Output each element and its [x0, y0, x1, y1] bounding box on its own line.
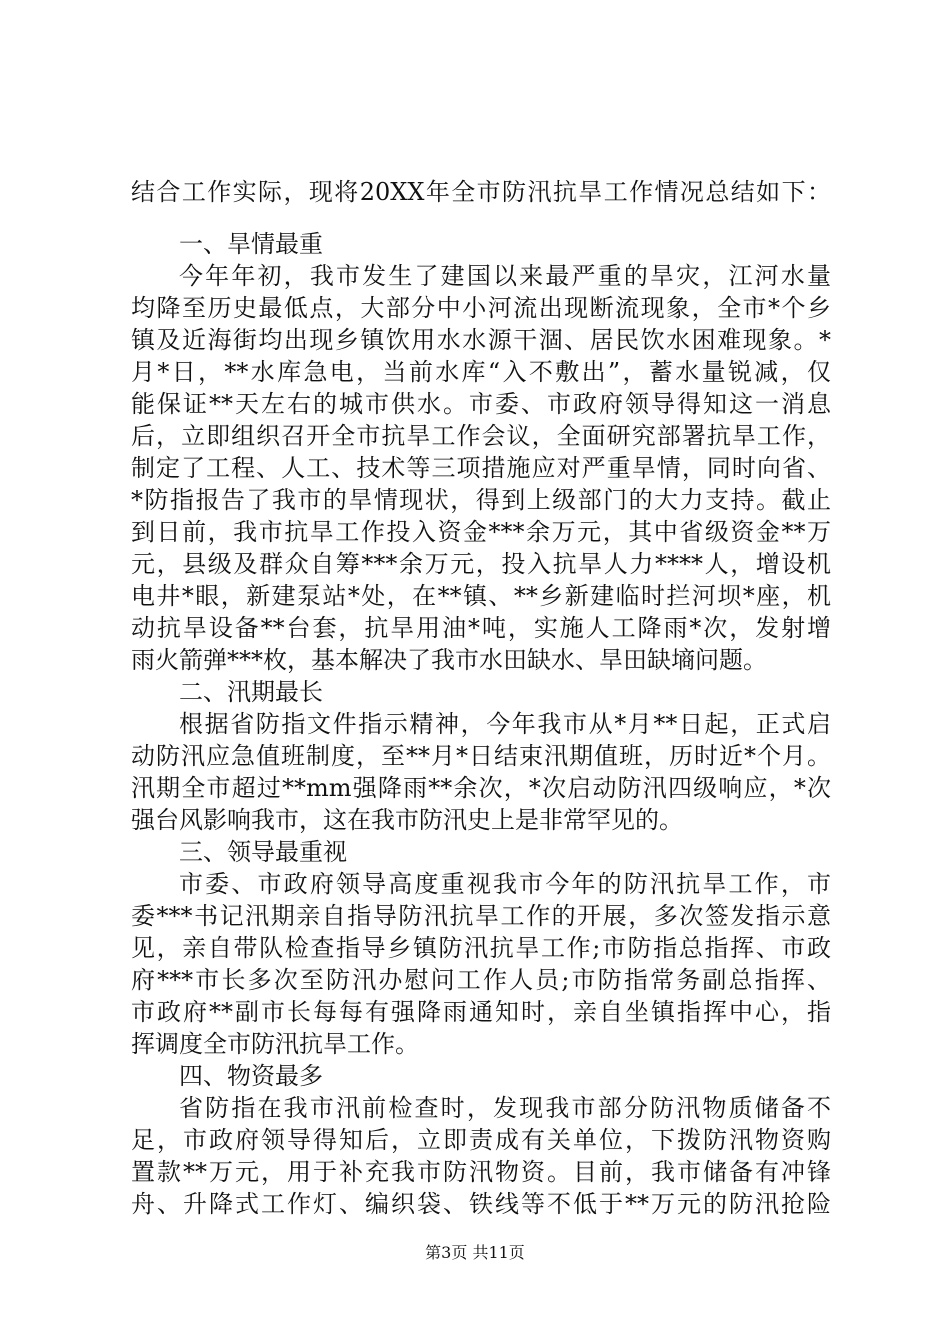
- paragraph-line: 能保证**天左右的城市供水。市委、市政府领导得知这一消息: [131, 390, 831, 418]
- paragraph-line: 市委、市政府领导高度重视我市今年的防汛抗旱工作，市: [179, 870, 831, 898]
- paragraph-line: 动抗旱设备**台套，抗旱用油*吨，实施人工降雨*次，发射增: [131, 614, 831, 642]
- paragraph-line: 今年年初，我市发生了建国以来最严重的旱灾，江河水量: [179, 262, 831, 290]
- paragraph-line: 电井*眼，新建泵站*处，在**镇、**乡新建临时拦河坝*座，机: [131, 582, 831, 610]
- paragraph-line: *防指报告了我市的旱情现状，得到上级部门的大力支持。截止: [131, 486, 831, 514]
- paragraph-line: 府***市长多次至防汛办慰问工作人员;市防指常务副总指挥、: [131, 966, 831, 994]
- paragraph-line: 委***书记汛期亲自指导防汛抗旱工作的开展，多次签发指示意: [131, 902, 831, 930]
- page-number-footer: 第3页 共11页: [425, 1243, 525, 1262]
- paragraph-line: 强台风影响我市，这在我市防汛史上是非常罕见的。: [131, 806, 683, 834]
- paragraph-line: 元，县级及群众自筹***余万元，投入抗旱人力****人，增设机: [131, 550, 831, 578]
- section-heading-drought: 一、旱情最重: [179, 230, 323, 258]
- paragraph-line: 镇及近海街均出现乡镇饮用水水源干涸、居民饮水困难现象。*: [131, 326, 831, 354]
- paragraph-line: 省防指在我市汛前检查时，发现我市部分防汛物质储备不: [179, 1094, 831, 1122]
- document-body: [131, 176, 831, 1220]
- section-heading-supplies: 四、物资最多: [179, 1062, 323, 1090]
- paragraph-line: 月*日，**水库急电，当前水库“入不敷出”，蓄水量锐减，仅: [131, 358, 831, 386]
- section-heading-leadership: 三、领导最重视: [179, 838, 347, 866]
- intro-line: 结合工作实际，现将20XX年全市防汛抗旱工作情况总结如下：: [131, 178, 831, 206]
- paragraph-line: 动防汛应急值班制度，至**月*日结束汛期值班，历时近*个月。: [131, 742, 831, 770]
- paragraph-line: 根据省防指文件指示精神，今年我市从*月**日起，正式启: [179, 710, 831, 738]
- paragraph-line: 挥调度全市防汛抗旱工作。: [131, 1030, 419, 1058]
- paragraph-line: 见，亲自带队检查指导乡镇防汛抗旱工作;市防指总指挥、市政: [131, 934, 831, 962]
- paragraph-line: 汛期全市超过**mm强降雨**余次，*次启动防汛四级响应，*次: [131, 774, 831, 802]
- paragraph-line: 均降至历史最低点，大部分中小河流出现断流现象，全市*个乡: [131, 294, 831, 322]
- paragraph-line: 舟、升降式工作灯、编织袋、铁线等不低于**万元的防汛抢险: [131, 1190, 831, 1218]
- paragraph-line: 到日前，我市抗旱工作投入资金***余万元，其中省级资金**万: [131, 518, 831, 546]
- paragraph-line: 足，市政府领导得知后，立即责成有关单位，下拨防汛物资购: [131, 1126, 831, 1154]
- paragraph-line: 后，立即组织召开全市抗旱工作会议，全面研究部署抗旱工作，: [131, 422, 831, 450]
- paragraph-line: 雨火箭弹***枚，基本解决了我市水田缺水、旱田缺墒问题。: [131, 646, 767, 674]
- section-heading-flood-season: 二、汛期最长: [179, 678, 323, 706]
- paragraph-line: 制定了工程、人工、技术等三项措施应对严重旱情，同时向省、: [131, 454, 831, 482]
- paragraph-line: 置款**万元，用于补充我市防汛物资。目前，我市储备有冲锋: [131, 1158, 831, 1186]
- paragraph-line: 市政府**副市长每每有强降雨通知时，亲自坐镇指挥中心，指: [131, 998, 831, 1026]
